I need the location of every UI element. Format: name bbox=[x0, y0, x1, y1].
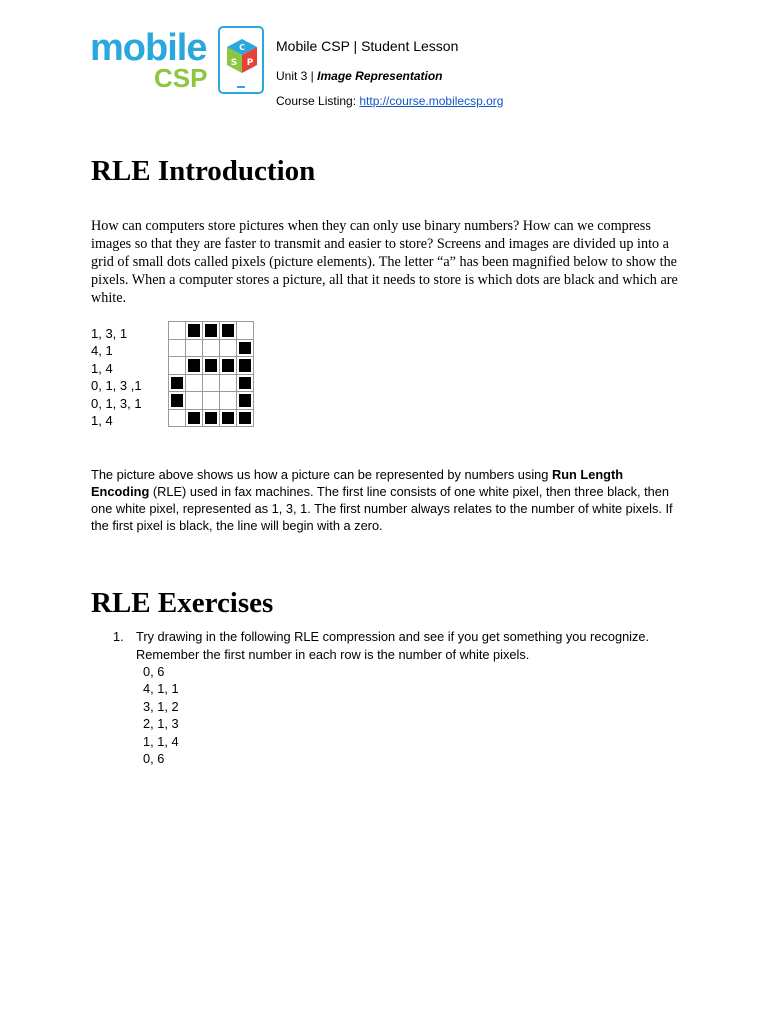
pixel-black bbox=[169, 374, 186, 392]
pixel-white bbox=[203, 374, 220, 392]
lesson-header bbox=[0, 0, 768, 120]
pixel-white bbox=[220, 374, 237, 392]
pixel-grid-row bbox=[169, 409, 254, 427]
pixel-black bbox=[169, 392, 186, 410]
pixel-black bbox=[237, 339, 254, 357]
exercise-row: 4, 1, 1 bbox=[143, 681, 179, 697]
pixel-black bbox=[237, 357, 254, 375]
unit-prefix: Unit 3 | bbox=[276, 69, 318, 83]
phone-home-button bbox=[237, 86, 245, 88]
pixel-grid-row bbox=[169, 392, 254, 410]
letter-a-pixel-grid bbox=[168, 321, 254, 427]
pixel-white bbox=[186, 374, 203, 392]
course-link[interactable]: http://course.mobilecsp.org bbox=[359, 94, 504, 108]
cube-letter-p: P bbox=[246, 58, 254, 68]
course-label: Course Listing: bbox=[276, 94, 360, 108]
pixel-grid-row bbox=[169, 322, 254, 340]
logo-csp-text: CSP bbox=[154, 63, 208, 93]
rle-row: 1, 3, 1 bbox=[91, 326, 128, 341]
rle-explanation-paragraph bbox=[91, 466, 681, 534]
pixel-white bbox=[203, 339, 220, 357]
pixel-black bbox=[203, 409, 220, 427]
pixel-white bbox=[186, 392, 203, 410]
pixel-white bbox=[186, 339, 203, 357]
rle-row: 0, 1, 3, 1 bbox=[91, 395, 142, 411]
pixel-black bbox=[237, 409, 254, 427]
p2-bold-term: Run Length Encoding bbox=[91, 467, 624, 499]
course-listing bbox=[276, 94, 503, 108]
rle-row-list bbox=[91, 325, 142, 429]
cube-letter-c: C bbox=[239, 43, 245, 52]
pixel-white bbox=[169, 339, 186, 357]
pixel-black bbox=[186, 409, 203, 427]
logo-mobile-text: mobile bbox=[90, 27, 207, 69]
exercise-row: 0, 6 bbox=[143, 664, 165, 679]
rle-introduction-heading: RLE Introduction bbox=[91, 155, 316, 187]
rle-row: 1, 4 bbox=[91, 360, 113, 376]
exercise-text: Try drawing in the following RLE compression and see if you get something you recognize. Remember the first number in each row is the number of white pixels. bbox=[136, 629, 650, 662]
exercise-row: 3, 1, 2 bbox=[143, 698, 179, 714]
pixel-white bbox=[220, 392, 237, 410]
pixel-black bbox=[186, 357, 203, 375]
lesson-title: Mobile CSP | Student Lesson bbox=[276, 38, 459, 54]
rle-exercises-heading: RLE Exercises bbox=[91, 587, 274, 619]
phone-logo-icon bbox=[218, 26, 264, 94]
exercise-rle-rows bbox=[143, 663, 179, 767]
cube-icon bbox=[225, 37, 259, 77]
pixel-black bbox=[220, 409, 237, 427]
intro-paragraph: How can computers store pictures when they can only use binary numbers? How can we compress images so that they are faster to transmit and easier to store? Screens and images are divided up into a grid of small dots called pixels (picture elements). The letter “a” has been magnified below to show the pixels. When a computer stores a picture, all that it needs to store is which dots are black and which are white. bbox=[91, 218, 678, 306]
pixel-white bbox=[237, 322, 254, 340]
pixel-white bbox=[220, 339, 237, 357]
pixel-white bbox=[169, 409, 186, 427]
pixel-black bbox=[220, 357, 237, 375]
pixel-black bbox=[237, 374, 254, 392]
pixel-grid-row bbox=[169, 357, 254, 375]
pixel-black bbox=[203, 357, 220, 375]
exercise-row: 1, 1, 4 bbox=[143, 733, 179, 749]
exercise-row: 0, 6 bbox=[143, 750, 165, 766]
exercise-row: 2, 1, 3 bbox=[143, 716, 179, 732]
pixel-black bbox=[237, 392, 254, 410]
pixel-white bbox=[169, 357, 186, 375]
rle-row: 4, 1 bbox=[91, 343, 113, 359]
pixel-black bbox=[203, 322, 220, 340]
pixel-black bbox=[186, 322, 203, 340]
pixel-white bbox=[203, 392, 220, 410]
rle-row: 0, 1, 3 ,1 bbox=[91, 378, 142, 394]
unit-line bbox=[276, 69, 443, 83]
pixel-grid-row bbox=[169, 374, 254, 392]
rle-row: 1, 4 bbox=[91, 412, 113, 428]
p2-text-after: (RLE) used in fax machines. The first line consists of one white pixel, then three black, then one white pixel, represented as 1, 3, 1. The first number always relates to the number of white pixels. If the first pixel is black, the line will begin with a zero. bbox=[91, 484, 673, 533]
unit-name: Image Representation bbox=[317, 69, 443, 83]
cube-letter-s: S bbox=[230, 58, 238, 68]
exercise-number: 1. bbox=[113, 629, 124, 644]
p2-text-before: The picture above shows us how a picture can be represented by numbers using bbox=[91, 467, 552, 482]
pixel-black bbox=[220, 322, 237, 340]
pixel-white bbox=[169, 322, 186, 340]
pixel-grid-row bbox=[169, 339, 254, 357]
